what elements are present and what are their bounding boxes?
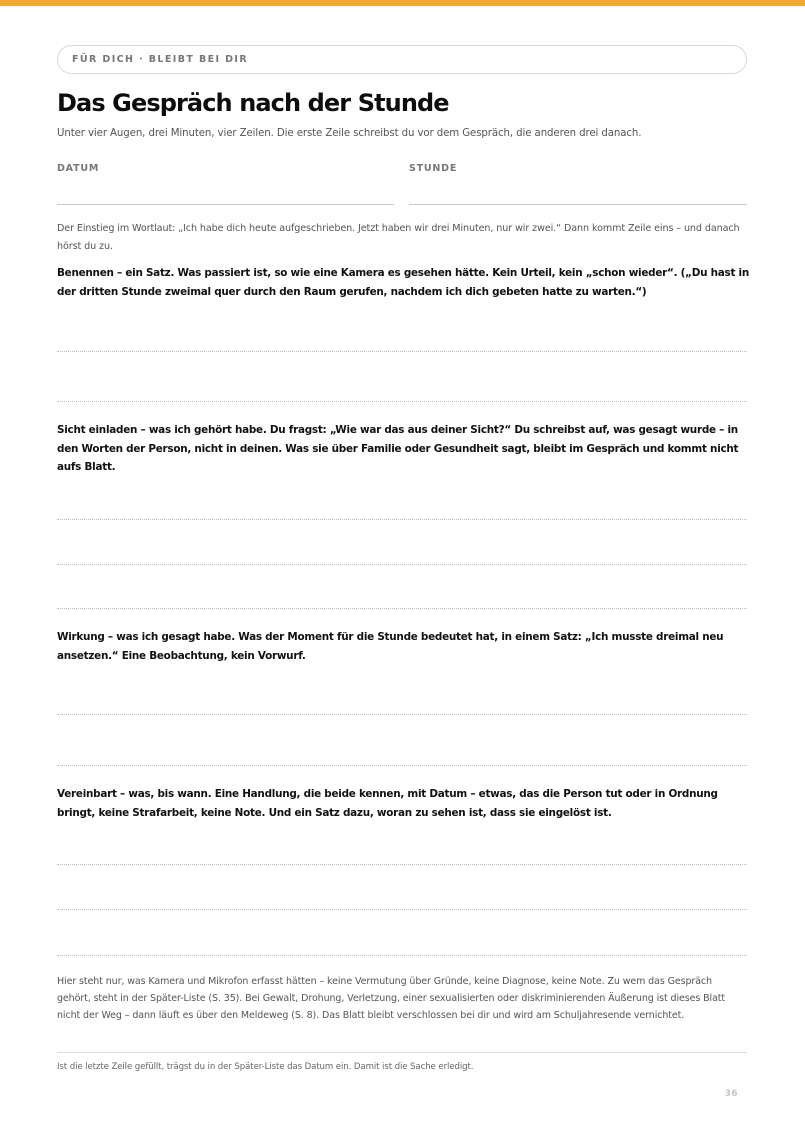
intro-text: Der Einstieg im Wortlaut: „Ich habe dich heute aufgeschrieben. Jetzt haben wir drei Minuten, nur wir zwei.“ Dann kommt Zeile eins – und danach hörst du zu. [57, 223, 740, 252]
lesson-label: STUNDE [409, 163, 458, 174]
divider [57, 1052, 747, 1053]
page-title: Das Gespräch nach der Stunde [57, 89, 449, 117]
prompt-wirkung: Wirkung – was ich gesagt habe. Was der Moment für die Stunde bedeutet hat, in einem Satz: „Ich musste dreimal neu ansetzen.“ Eine Beobachtung, kein Vorwurf. [57, 631, 724, 662]
page-subtitle: Unter vier Augen, drei Minuten, vier Zeilen. Die erste Zeile schreibst du vor dem Gespräch, die anderen drei danach. [57, 128, 642, 139]
write-line[interactable] [57, 765, 747, 766]
prompt-vereinbart: Vereinbart – was, bis wann. Eine Handlung, die beide kennen, mit Datum – etwas, das die Person tut oder in Ordnung bringt, keine Strafarbeit, keine Note. Und ein Satz dazu, woran zu sehen ist, dass sie eingelöst ist. [57, 788, 718, 819]
write-line[interactable] [57, 564, 747, 565]
write-line[interactable] [57, 401, 747, 402]
privacy-note: Hier steht nur, was Kamera und Mikrofon erfasst hätten – keine Vermutung über Gründe, keine Diagnose, keine Note. Zu wem das Gespräch gehört, steht in der Später-Liste (S. 35). Bei Gewalt, Drohung, Verletzung, einer sexualisierten oder diskriminierenden Äußerung ist dieses Blatt nicht der Weg – dann läuft es über den Meldeweg (S. 8). Das Blatt bleibt verschlossen bei dir und wird am Schuljahresende vernichtet. [57, 976, 726, 1021]
write-line[interactable] [57, 864, 747, 865]
date-field[interactable] [57, 204, 394, 205]
write-line[interactable] [57, 955, 747, 956]
footer-text: Ist die letzte Zeile gefüllt, trägst du in der Später-Liste das Datum ein. Damit ist die Sache erledigt. [57, 1062, 474, 1072]
write-line[interactable] [57, 519, 747, 520]
date-label: DATUM [57, 163, 100, 174]
accent-bar [0, 0, 805, 6]
write-line[interactable] [57, 714, 747, 715]
write-line[interactable] [57, 608, 747, 609]
lesson-field[interactable] [409, 204, 747, 205]
eyebrow-label: FÜR DICH · BLEIBT BEI DIR [72, 54, 249, 65]
write-line[interactable] [57, 909, 747, 910]
prompt-sicht-einladen: Sicht einladen – was ich gehört habe. Du fragst: „Wie war das aus deiner Sicht?“ Du schreibst auf, was gesagt wurde – in den Worten der Person, nicht in deinen. Was sie über Familie oder Gesundheit sagt, bleibt im Gespräch und kommt nicht aufs Blatt. [57, 424, 739, 473]
write-line[interactable] [57, 351, 747, 352]
prompt-benennen: Benennen – ein Satz. Was passiert ist, so wie eine Kamera es gesehen hätte. Kein Urteil, kein „schon wieder“. („Du hast in der dritten Stunde zweimal quer durch den Raum gerufen, nachdem ich dich gebeten hatte zu warten.“) [57, 267, 750, 298]
page-number: 36 [724, 1089, 738, 1099]
eyebrow-pill [57, 45, 747, 74]
